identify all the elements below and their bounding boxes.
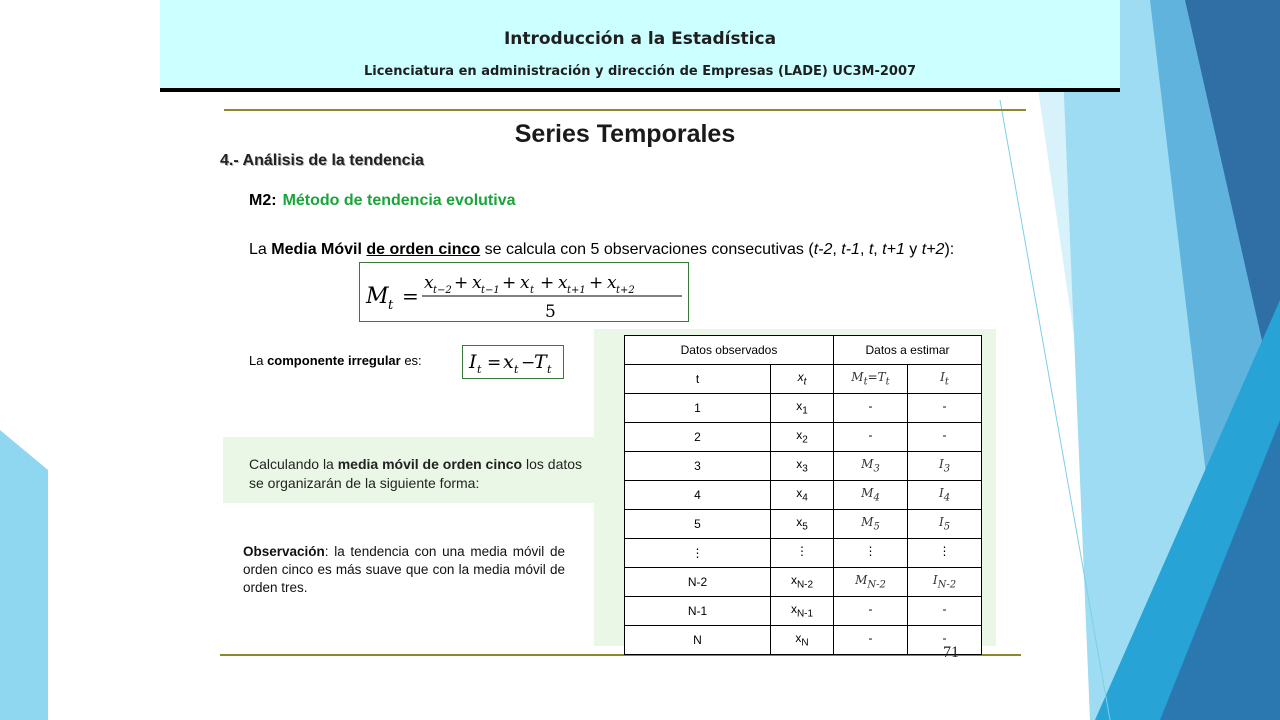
cell-x <box>771 597 834 626</box>
cell-i <box>908 394 982 423</box>
cell-subscript: N-2 <box>796 579 814 591</box>
cell-i-value: I <box>938 457 944 472</box>
cell-t-value: N <box>693 633 702 647</box>
intro-text: ): <box>944 241 955 258</box>
svg-text:t: t <box>388 298 394 313</box>
method-label: M2: <box>249 192 277 209</box>
cell-subscript: 4 <box>873 492 880 504</box>
cell-m <box>834 423 908 452</box>
irregular-formula-graphic <box>463 346 563 378</box>
intro-index: t-1 <box>841 241 860 258</box>
header-observed: Datos observados <box>625 336 834 365</box>
table-row <box>625 626 982 655</box>
col-header-t: t <box>625 365 771 394</box>
svg-text:t−2: t−2 <box>433 285 452 296</box>
cell-i-value: - <box>942 631 947 646</box>
col-m-sub: t <box>863 376 868 388</box>
table-body <box>625 394 982 655</box>
table-row <box>625 481 982 510</box>
cell-x <box>771 394 834 423</box>
cell-i-value: ⋮ <box>938 544 951 559</box>
col-x-sub: t <box>803 376 807 388</box>
method-line <box>249 192 516 210</box>
cell-t <box>625 626 771 655</box>
cell-t <box>625 394 771 423</box>
cell-x-value: x <box>796 399 803 414</box>
cell-subscript: 5 <box>802 521 808 533</box>
calc-text: Calculando la <box>249 456 338 472</box>
formula-graphic <box>360 263 688 321</box>
cell-x <box>771 626 834 655</box>
cell-i-value: I <box>938 486 944 501</box>
irregular-bold-term: componente irregular <box>267 353 401 368</box>
svg-text:+: + <box>540 273 555 293</box>
svg-text:=: = <box>487 353 502 373</box>
table-group-header-row <box>625 336 982 365</box>
svg-text:t: t <box>547 363 552 376</box>
cell-subscript: 5 <box>873 521 880 533</box>
header-rule <box>160 88 1120 92</box>
cell-x-value: x <box>796 486 803 501</box>
cell-t-value: ⋮ <box>691 546 704 560</box>
cell-m-value: M <box>861 457 874 472</box>
cell-t <box>625 539 771 568</box>
cell-subscript: N-2 <box>937 579 957 591</box>
cell-t-value: 5 <box>694 517 701 531</box>
cell-m <box>834 568 908 597</box>
cell-i-value: - <box>942 428 947 443</box>
svg-text:x: x <box>472 273 482 293</box>
table-row <box>625 597 982 626</box>
col-header-m <box>834 365 908 394</box>
cell-m <box>834 452 908 481</box>
header-estimate: Datos a estimar <box>834 336 982 365</box>
cell-x-value: ⋮ <box>796 544 808 559</box>
cell-subscript: N-1 <box>796 608 814 620</box>
course-subtitle: Licenciatura en administración y dirección de Empresas (LADE) UC3M-2007 <box>363 64 917 79</box>
cell-m-value: - <box>868 399 873 414</box>
svg-text:5: 5 <box>545 302 556 321</box>
svg-text:x: x <box>607 273 617 293</box>
cell-m <box>834 626 908 655</box>
page-number: 71 <box>943 644 959 661</box>
cell-m <box>834 597 908 626</box>
section-title: 4.- Análisis de la tendencia <box>220 152 424 169</box>
cell-i <box>908 510 982 539</box>
intro-text: , <box>832 241 842 258</box>
cell-m-value: M <box>855 573 868 588</box>
cell-i-value: I <box>938 515 944 530</box>
svg-text:t: t <box>530 285 535 296</box>
intro-text: , <box>859 241 869 258</box>
cell-m-value: M <box>861 515 874 530</box>
col-m-symbol: M <box>851 370 864 385</box>
svg-text:t+2: t+2 <box>616 285 635 296</box>
cell-t <box>625 510 771 539</box>
svg-text:+: + <box>454 273 469 293</box>
irregular-component-text <box>249 353 422 368</box>
table-row <box>625 568 982 597</box>
svg-text:=: = <box>402 284 419 308</box>
intro-bold-term: Media Móvil <box>271 241 362 258</box>
cell-m <box>834 481 908 510</box>
course-title: Introducción a la Estadística <box>503 29 777 49</box>
cell-subscript: 4 <box>802 492 808 504</box>
cell-x-value: x <box>796 457 803 472</box>
cell-x-value: x <box>796 428 803 443</box>
cell-t <box>625 423 771 452</box>
irregular-formula <box>462 345 564 379</box>
intro-underlined-term: de orden cinco <box>366 241 481 258</box>
cell-i-value: - <box>942 602 947 617</box>
top-divider <box>224 109 1026 111</box>
cell-t-value: 2 <box>694 430 701 444</box>
col-m-eq-sub: t <box>885 376 890 388</box>
cell-m-value: - <box>868 602 873 617</box>
svg-text:t+1: t+1 <box>567 285 586 296</box>
cell-x <box>771 510 834 539</box>
cell-subscript: N-2 <box>867 579 886 591</box>
cell-m <box>834 394 908 423</box>
svg-text:x: x <box>424 273 434 293</box>
svg-text:I: I <box>469 351 477 373</box>
left-blue-triangle <box>0 430 48 720</box>
table-row <box>625 394 982 423</box>
table-row <box>625 510 982 539</box>
calc-note-text <box>249 455 599 493</box>
cell-m-value: ⋮ <box>864 544 877 559</box>
intro-index: t+1 <box>882 241 905 258</box>
table-row <box>625 423 982 452</box>
cell-i <box>908 423 982 452</box>
cell-m-value: - <box>868 428 873 443</box>
intro-text: y <box>904 241 922 258</box>
svg-text:+: + <box>589 273 604 293</box>
cell-x <box>771 539 834 568</box>
intro-index: t+2 <box>921 241 945 258</box>
cell-subscript: 3 <box>802 463 808 475</box>
cell-i <box>908 452 982 481</box>
svg-text:M: M <box>366 284 389 309</box>
cell-t-value: 1 <box>694 401 701 415</box>
observation-label: Observación <box>243 544 325 559</box>
cell-subscript: 1 <box>802 405 808 417</box>
cell-subscript: 2 <box>802 434 808 446</box>
cell-m <box>834 539 908 568</box>
svg-text:T: T <box>534 351 547 373</box>
cell-i <box>908 539 982 568</box>
cell-x-value: x <box>795 631 802 646</box>
svg-text:x: x <box>503 351 514 373</box>
cell-x-value: x <box>790 573 797 588</box>
cell-x <box>771 568 834 597</box>
cell-subscript: 3 <box>873 463 880 475</box>
intro-index: t-2 <box>813 241 833 258</box>
cell-t <box>625 597 771 626</box>
cell-i <box>908 568 982 597</box>
cell-subscript: 4 <box>943 492 951 504</box>
slide-title: Series Temporales <box>514 120 736 148</box>
cell-m <box>834 510 908 539</box>
cell-x-value: x <box>796 515 803 530</box>
data-table <box>624 335 982 655</box>
cell-subscript: 5 <box>943 521 951 533</box>
svg-text:t: t <box>514 363 519 376</box>
calc-bold-term: media móvil de orden cinco <box>337 456 523 472</box>
svg-text:t−1: t−1 <box>481 285 500 296</box>
moving-average-formula <box>359 262 689 322</box>
col-x-symbol: x <box>797 370 804 385</box>
irregular-text: La <box>249 353 268 368</box>
cell-i <box>908 597 982 626</box>
cell-x <box>771 452 834 481</box>
intro-index: t <box>868 241 874 258</box>
cell-t-value: 4 <box>694 488 701 502</box>
cell-t-value: N-2 <box>687 575 708 589</box>
intro-paragraph <box>249 237 989 262</box>
calc-text: los datos se organizarán de la siguiente forma: <box>249 456 583 491</box>
cell-i-value: - <box>942 399 947 414</box>
cell-x <box>771 423 834 452</box>
table-row <box>625 539 982 568</box>
cell-t-value: N-1 <box>687 604 708 618</box>
col-m-eq: =T <box>867 370 886 385</box>
cell-subscript: N <box>801 637 809 649</box>
svg-text:−: − <box>521 353 536 373</box>
intro-text: La <box>249 241 272 258</box>
cell-i-value: I <box>932 573 938 588</box>
intro-text: se calcula con 5 observaciones consecutivas ( <box>480 241 814 258</box>
svg-text:t: t <box>477 363 482 376</box>
svg-text:+: + <box>502 273 517 293</box>
irregular-text: es: <box>400 353 422 368</box>
table-column-header-row <box>625 365 982 394</box>
svg-text:x: x <box>520 273 530 293</box>
cell-t <box>625 481 771 510</box>
observation-note <box>243 543 565 597</box>
cell-subscript: 3 <box>943 463 951 475</box>
cell-x <box>771 481 834 510</box>
table-row <box>625 452 982 481</box>
intro-text: , <box>873 241 883 258</box>
col-i-symbol: I <box>940 370 945 385</box>
cell-t-value: 3 <box>694 459 701 473</box>
method-name: Método de tendencia evolutiva <box>282 192 516 209</box>
observation-text: : la tendencia con una media móvil de orden cinco es más suave que con la media móvil de orden tres. <box>243 544 565 595</box>
svg-text:x: x <box>558 273 568 293</box>
cell-t <box>625 568 771 597</box>
col-header-x <box>771 365 834 394</box>
cell-m-value: M <box>861 486 874 501</box>
cell-t <box>625 452 771 481</box>
cell-m-value: - <box>868 631 873 646</box>
col-i-sub: t <box>944 376 949 388</box>
col-header-i <box>908 365 982 394</box>
cell-i <box>908 481 982 510</box>
cell-x-value: x <box>790 602 797 617</box>
